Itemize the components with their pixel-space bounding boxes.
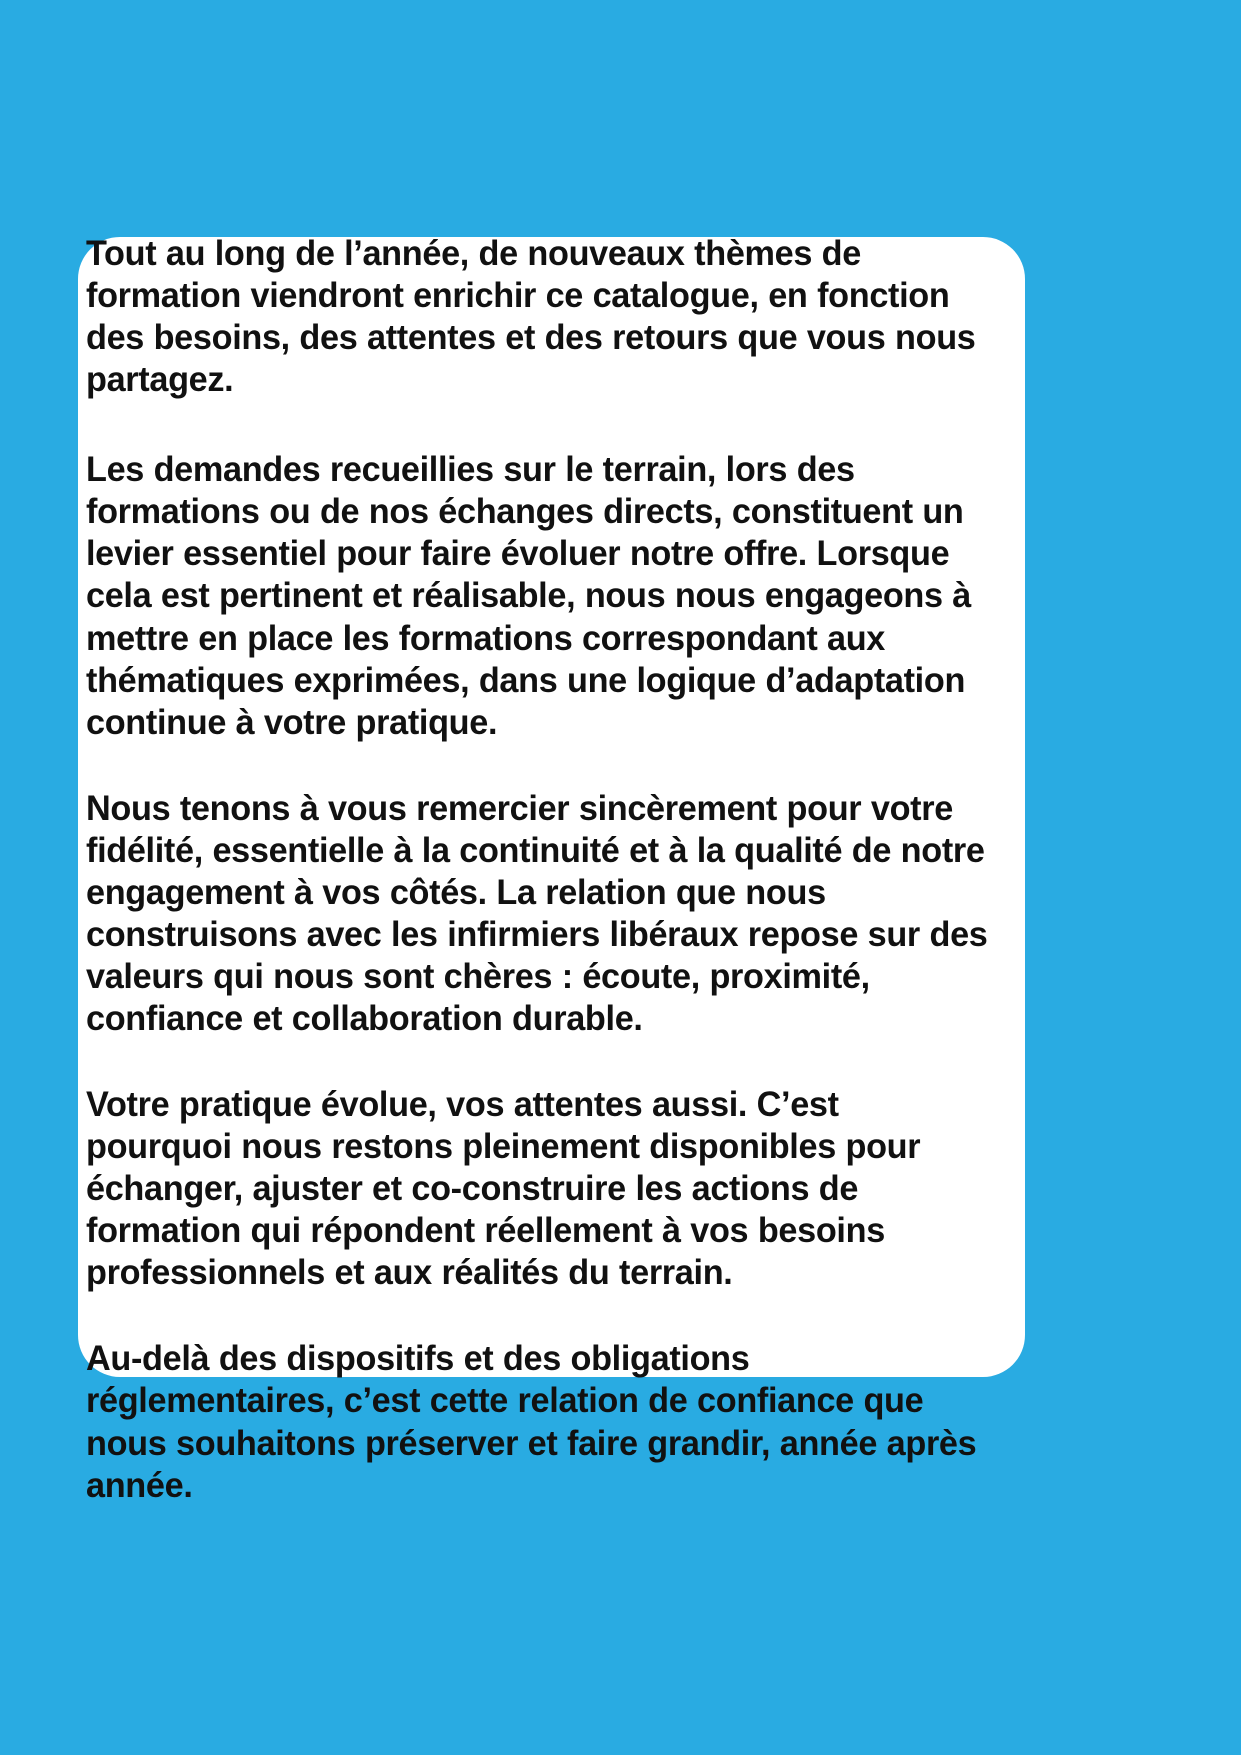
- paragraph-5: Au-delà des dispositifs et des obligations réglementaires, c’est cette relation de confiance que nous souhaitons préserver et faire grandir, année après année.: [86, 1338, 977, 1505]
- paragraph-4: Votre pratique évolue, vos attentes aussi. C’est pourquoi nous restons pleinement disponibles pour échanger, ajuster et co-construire les actions de formation qui répondent réellement à vos besoins professionnels et aux réalités du terrain.: [86, 1084, 921, 1293]
- paragraph-2: Les demandes recueillies sur le terrain, lors des formations ou de nos échanges directs, constituent un levier essentiel pour faire évoluer notre offre. Lorsque cela est pertinent et réalisable, nous nous engageons à mettre en place les formations correspondant aux thématiques exprimées, dans une logique d’adaptation continue à votre pratique.: [86, 449, 971, 742]
- paragraph-3: Nous tenons à vous remercier sincèrement pour votre fidélité, essentielle à la continuité et à la qualité de notre engagement à vos côtés. La relation que nous construisons avec les infirmiers libéraux repose sur des valeurs qui nous sont chères : écoute, proximité, confiance et collaboration durable.: [86, 787, 988, 1038]
- document-body: [86, 232, 1026, 1506]
- paragraph-1: Tout au long de l’année, de nouveaux thèmes de formation viendront enrichir ce catalogue, en fonction des besoins, des attentes et des retours que vous nous partagez.: [86, 233, 976, 400]
